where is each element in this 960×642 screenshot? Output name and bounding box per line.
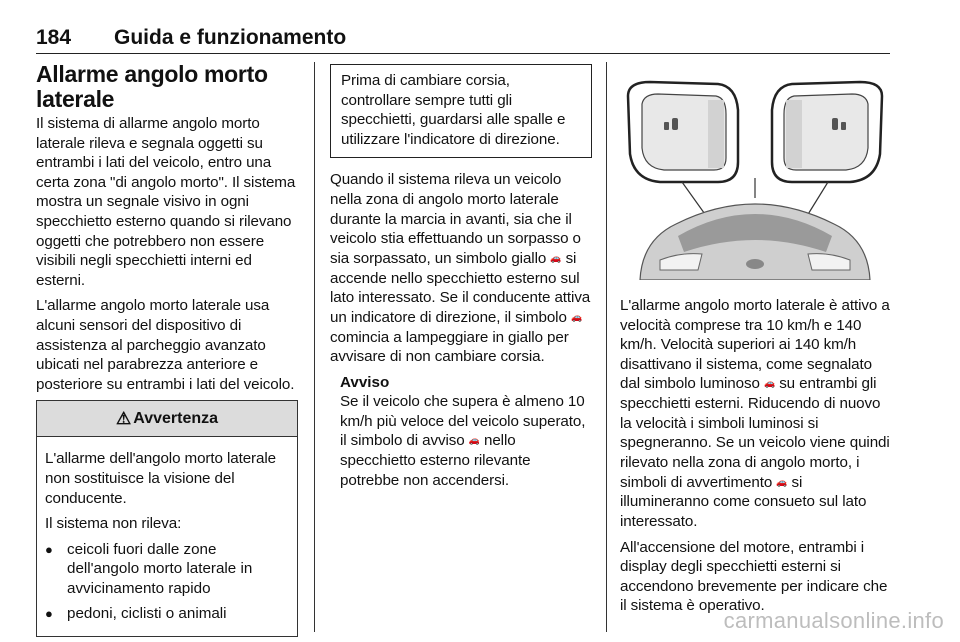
watermark: carmanualsonline.info bbox=[723, 608, 944, 633]
warning-icon: ⚠ bbox=[115, 408, 132, 428]
bullet-icon: ● bbox=[45, 541, 53, 557]
blind-spot-icon: 🚗 bbox=[776, 476, 788, 487]
note-text: Prima di cambiare corsia, controllare sempre tutti gli specchietti, guardarsi alle spalle e utilizzare l'indicatore di direzione. bbox=[341, 72, 566, 148]
paragraph: Il sistema di allarme angolo morto laterale rileva e segnala oggetti su entrambi i lati del veicolo, entro una certa zona "di angolo morto". Il sistema mostra un segnale visivo in ogni specchietto esterno quando si rilevano oggetti che potrebbero non essere visibili negli specchietti interni ed esterni. bbox=[36, 115, 296, 289]
mirror-illustration bbox=[620, 74, 890, 280]
list-item: ● pedoni, ciclisti o animali bbox=[45, 605, 227, 623]
paragraph: Il sistema non rileva: bbox=[45, 515, 182, 533]
section-title: Allarme angolo morto laterale bbox=[36, 61, 268, 112]
paragraph: L'allarme dell'angolo morto laterale non sostituisce la visione del conducente. bbox=[45, 450, 276, 507]
column-left bbox=[36, 62, 298, 637]
column-middle bbox=[330, 62, 592, 496]
note-box bbox=[330, 64, 592, 158]
notice-block bbox=[330, 373, 592, 491]
warning-box bbox=[36, 400, 298, 637]
bullet-icon: ● bbox=[45, 606, 53, 622]
column-right bbox=[620, 62, 890, 622]
paragraph: Quando il sistema rileva un veicolo nella zona di angolo morto laterale durante la marcia in avanti, sia che il veicolo stia effettuando un sorpasso o sia sorpassato, un simbolo giallo 🚗 si accende nello specchietto esterno sul lato interessato. Se il conducente attiva un indicatore di direzione, il simbolo 🚗 comincia a lampeggiare in giallo per avvisare di non cambiare corsia. bbox=[330, 171, 591, 366]
blind-spot-icon: 🚗 bbox=[570, 311, 583, 322]
notice-text: Se il veicolo che supera è almeno 10 km/h più veloce del veicolo superato, il simbolo di avviso 🚗 nello specchietto esterno rilevante potrebbe non accendersi. bbox=[340, 393, 586, 489]
car-mirrors-image bbox=[620, 74, 890, 280]
warning-title: Avvertenza bbox=[133, 409, 219, 427]
blind-spot-icon: 🚗 bbox=[550, 252, 562, 263]
chapter-title: Guida e funzionamento bbox=[114, 26, 347, 49]
column-divider bbox=[606, 62, 607, 632]
blind-spot-icon: 🚗 bbox=[763, 378, 776, 389]
paragraph: All'accensione del motore, entrambi i display degli specchietti esterni si accendono brevemente per indicare che il sistema è operativo. bbox=[620, 538, 888, 615]
column-divider bbox=[314, 62, 315, 632]
warning-body bbox=[37, 437, 297, 636]
blind-spot-icon: 🚗 bbox=[468, 435, 480, 446]
list-item: ● ceicoli fuori dalle zone dell'angolo morto laterale in avvicinamento rapido bbox=[45, 540, 253, 597]
page-header bbox=[36, 26, 890, 54]
notice-title: Avviso bbox=[340, 373, 390, 391]
warning-header bbox=[37, 401, 297, 437]
page-number: 184 bbox=[36, 26, 72, 49]
paragraph: L'allarme angolo morto laterale usa alcuni sensori del dispositivo di assistenza al parcheggio avanzato ubicati nel parabrezza anteriore e posteriore su entrambi i lati del veicolo. bbox=[36, 297, 295, 393]
paragraph: L'allarme angolo morto laterale è attivo a velocità comprese tra 10 km/h e 140 km/h. Velocità superiori ai 140 km/h disattivano il sistema, come segnalato dal simbolo luminoso 🚗 su entrambi gli specchietti esterni. Riducendo di nuovo la velocità i simboli luminosi si spegneranno. Se un veicolo viene quindi rilevato nella zona di angolo morto, i simboli di avvertimento 🚗 si illumineranno come consueto sul lato interessato. bbox=[620, 297, 890, 530]
